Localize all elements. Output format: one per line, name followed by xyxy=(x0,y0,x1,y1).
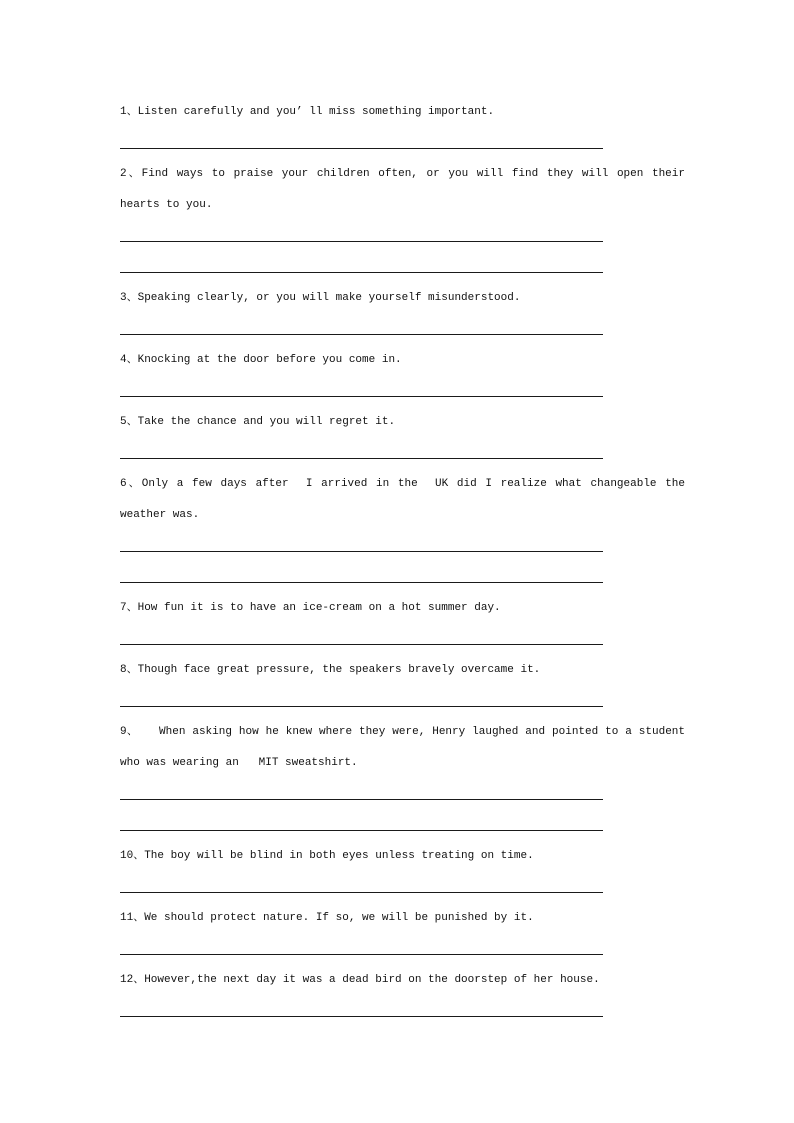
question-text: 12、However,the next day it was a dead bird on the doorstep of her house. xyxy=(120,974,600,986)
question-text: 9、 When asking how he knew where they were, Henry laughed and pointed to a student xyxy=(120,726,685,738)
answer-line xyxy=(120,1016,603,1017)
question-2 xyxy=(120,159,685,273)
question-text: 6、Only a few days after I arrived in the UK did I realize what changeable the xyxy=(120,478,685,490)
answer-line xyxy=(120,892,603,893)
question-7 xyxy=(120,593,685,645)
question-text: 7、How fun it is to have an ice-cream on a hot summer day. xyxy=(120,602,501,614)
worksheet xyxy=(120,97,685,1027)
question-text: 2、Find ways to praise your children often, or you will find they will open their xyxy=(120,168,685,180)
question-text: 5、Take the chance and you will regret it. xyxy=(120,416,396,428)
answer-line xyxy=(120,582,603,583)
question-text: 4、Knocking at the door before you come in. xyxy=(120,354,402,366)
answer-line xyxy=(120,148,603,149)
answer-line xyxy=(120,551,603,552)
question-4 xyxy=(120,345,685,397)
question-text: 3、Speaking clearly, or you will make yourself misunderstood. xyxy=(120,292,521,304)
question-3 xyxy=(120,283,685,335)
question-11 xyxy=(120,903,685,955)
answer-line xyxy=(120,272,603,273)
question-6 xyxy=(120,469,685,583)
question-text: 11、We should protect nature. If so, we will be punished by it. xyxy=(120,912,534,924)
answer-line xyxy=(120,334,603,335)
answer-line xyxy=(120,396,603,397)
question-text: 10、The boy will be blind in both eyes unless treating on time. xyxy=(120,850,534,862)
answer-line xyxy=(120,241,603,242)
question-12 xyxy=(120,965,685,1017)
question-text: hearts to you. xyxy=(120,199,213,211)
question-text: 1、Listen carefully and you’ ll miss something important. xyxy=(120,106,495,118)
answer-line xyxy=(120,644,603,645)
answer-line xyxy=(120,458,603,459)
question-5 xyxy=(120,407,685,459)
question-text: 8、Though face great pressure, the speakers bravely overcame it. xyxy=(120,664,541,676)
question-text: weather was. xyxy=(120,509,200,521)
answer-line xyxy=(120,954,603,955)
answer-line xyxy=(120,830,603,831)
question-9 xyxy=(120,717,685,831)
question-1 xyxy=(120,97,685,149)
question-text: who was wearing an MIT sweatshirt. xyxy=(120,757,358,769)
answer-line xyxy=(120,706,603,707)
question-10 xyxy=(120,841,685,893)
answer-line xyxy=(120,799,603,800)
question-8 xyxy=(120,655,685,707)
